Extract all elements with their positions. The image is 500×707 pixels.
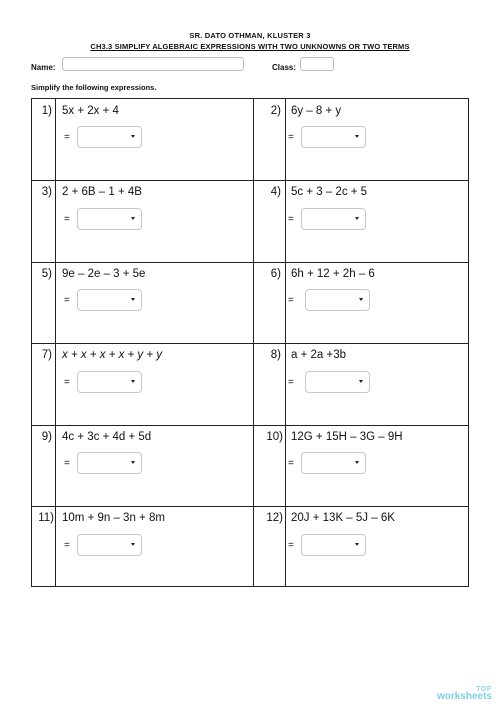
question-number: 3) [41, 186, 52, 198]
question-number: 2) [270, 105, 281, 117]
chevron-down-icon [131, 217, 135, 220]
chevron-down-icon [359, 380, 363, 383]
answer-dropdown[interactable] [305, 289, 370, 311]
chevron-down-icon [355, 461, 359, 464]
question-number: 11) [38, 512, 54, 524]
question-expression: 20J + 13K – 5J – 6K [291, 512, 395, 524]
answer-dropdown[interactable] [77, 289, 142, 311]
question-number: 8) [270, 349, 281, 361]
equals-sign: = [288, 540, 294, 551]
question-expression: a + 2a +3b [291, 349, 346, 361]
answer-dropdown[interactable] [305, 371, 370, 393]
equals-sign: = [64, 214, 70, 225]
answer-dropdown[interactable] [301, 208, 366, 230]
question-expression: 6y – 8 + y [291, 105, 342, 117]
question-expression: x + x + x + x + y + y [62, 349, 163, 361]
brand-main-text: worksheets [436, 691, 492, 702]
question-expression: 10m + 9n – 3n + 8m [62, 512, 165, 524]
chevron-down-icon [131, 543, 135, 546]
question-number: 12) [266, 512, 283, 524]
question-number: 9) [41, 431, 52, 443]
equals-sign: = [288, 132, 294, 143]
question-expression: 5x + 2x + 4 [62, 105, 119, 117]
question-expression: 12G + 15H – 3G – 9H [291, 431, 403, 443]
chevron-down-icon [131, 380, 135, 383]
question-expression: 4c + 3c + 4d + 5d [62, 431, 152, 443]
chevron-down-icon [359, 298, 363, 301]
question-expression: 2 + 6B – 1 + 4B [62, 186, 142, 198]
equals-sign: = [288, 295, 294, 306]
row-divider [32, 180, 468, 181]
chevron-down-icon [355, 217, 359, 220]
equals-sign: = [288, 377, 294, 388]
school-name: SR. DATO OTHMAN, KLUSTER 3 [189, 31, 311, 40]
question-number: 10) [266, 431, 283, 443]
question-expression: 9e – 2e – 3 + 5e [62, 268, 146, 280]
brand-top-text: TOP [476, 686, 492, 693]
chevron-down-icon [131, 135, 135, 138]
equals-sign: = [288, 214, 294, 225]
answer-dropdown[interactable] [77, 534, 142, 556]
question-number: 7) [41, 349, 52, 361]
chevron-down-icon [355, 135, 359, 138]
questions-table [31, 98, 469, 587]
answer-dropdown[interactable] [77, 371, 142, 393]
chevron-down-icon [355, 543, 359, 546]
question-expression: 6h + 12 + 2h – 6 [291, 268, 375, 280]
name-input[interactable] [62, 57, 244, 71]
answer-dropdown[interactable] [77, 452, 142, 474]
question-expression: 5c + 3 – 2c + 5 [291, 186, 368, 198]
row-divider [32, 506, 468, 507]
instruction-text: Simplify the following expressions. [31, 83, 157, 92]
class-input[interactable] [300, 57, 334, 71]
chevron-down-icon [131, 298, 135, 301]
topworksheets-logo [437, 686, 492, 702]
answer-dropdown[interactable] [77, 208, 142, 230]
equals-sign: = [64, 458, 70, 469]
class-label: Class: [272, 63, 297, 72]
row-divider [32, 343, 468, 344]
answer-dropdown[interactable] [301, 452, 366, 474]
row-divider [32, 262, 468, 263]
chevron-down-icon [131, 461, 135, 464]
worksheet-title: CH3.3 SIMPLIFY ALGEBRAIC EXPRESSIONS WITH TWO UNKNOWNS OR TWO TERMS [90, 42, 410, 51]
equals-sign: = [64, 295, 70, 306]
question-number: 4) [270, 186, 281, 198]
equals-sign: = [64, 132, 70, 143]
row-divider [32, 425, 468, 426]
equals-sign: = [64, 377, 70, 388]
equals-sign: = [288, 458, 294, 469]
question-number: 5) [41, 268, 52, 280]
question-number: 6) [270, 268, 281, 280]
answer-dropdown[interactable] [301, 534, 366, 556]
equals-sign: = [64, 540, 70, 551]
name-label: Name: [31, 63, 56, 72]
answer-dropdown[interactable] [77, 126, 142, 148]
question-number: 1) [41, 105, 52, 117]
answer-dropdown[interactable] [301, 126, 366, 148]
